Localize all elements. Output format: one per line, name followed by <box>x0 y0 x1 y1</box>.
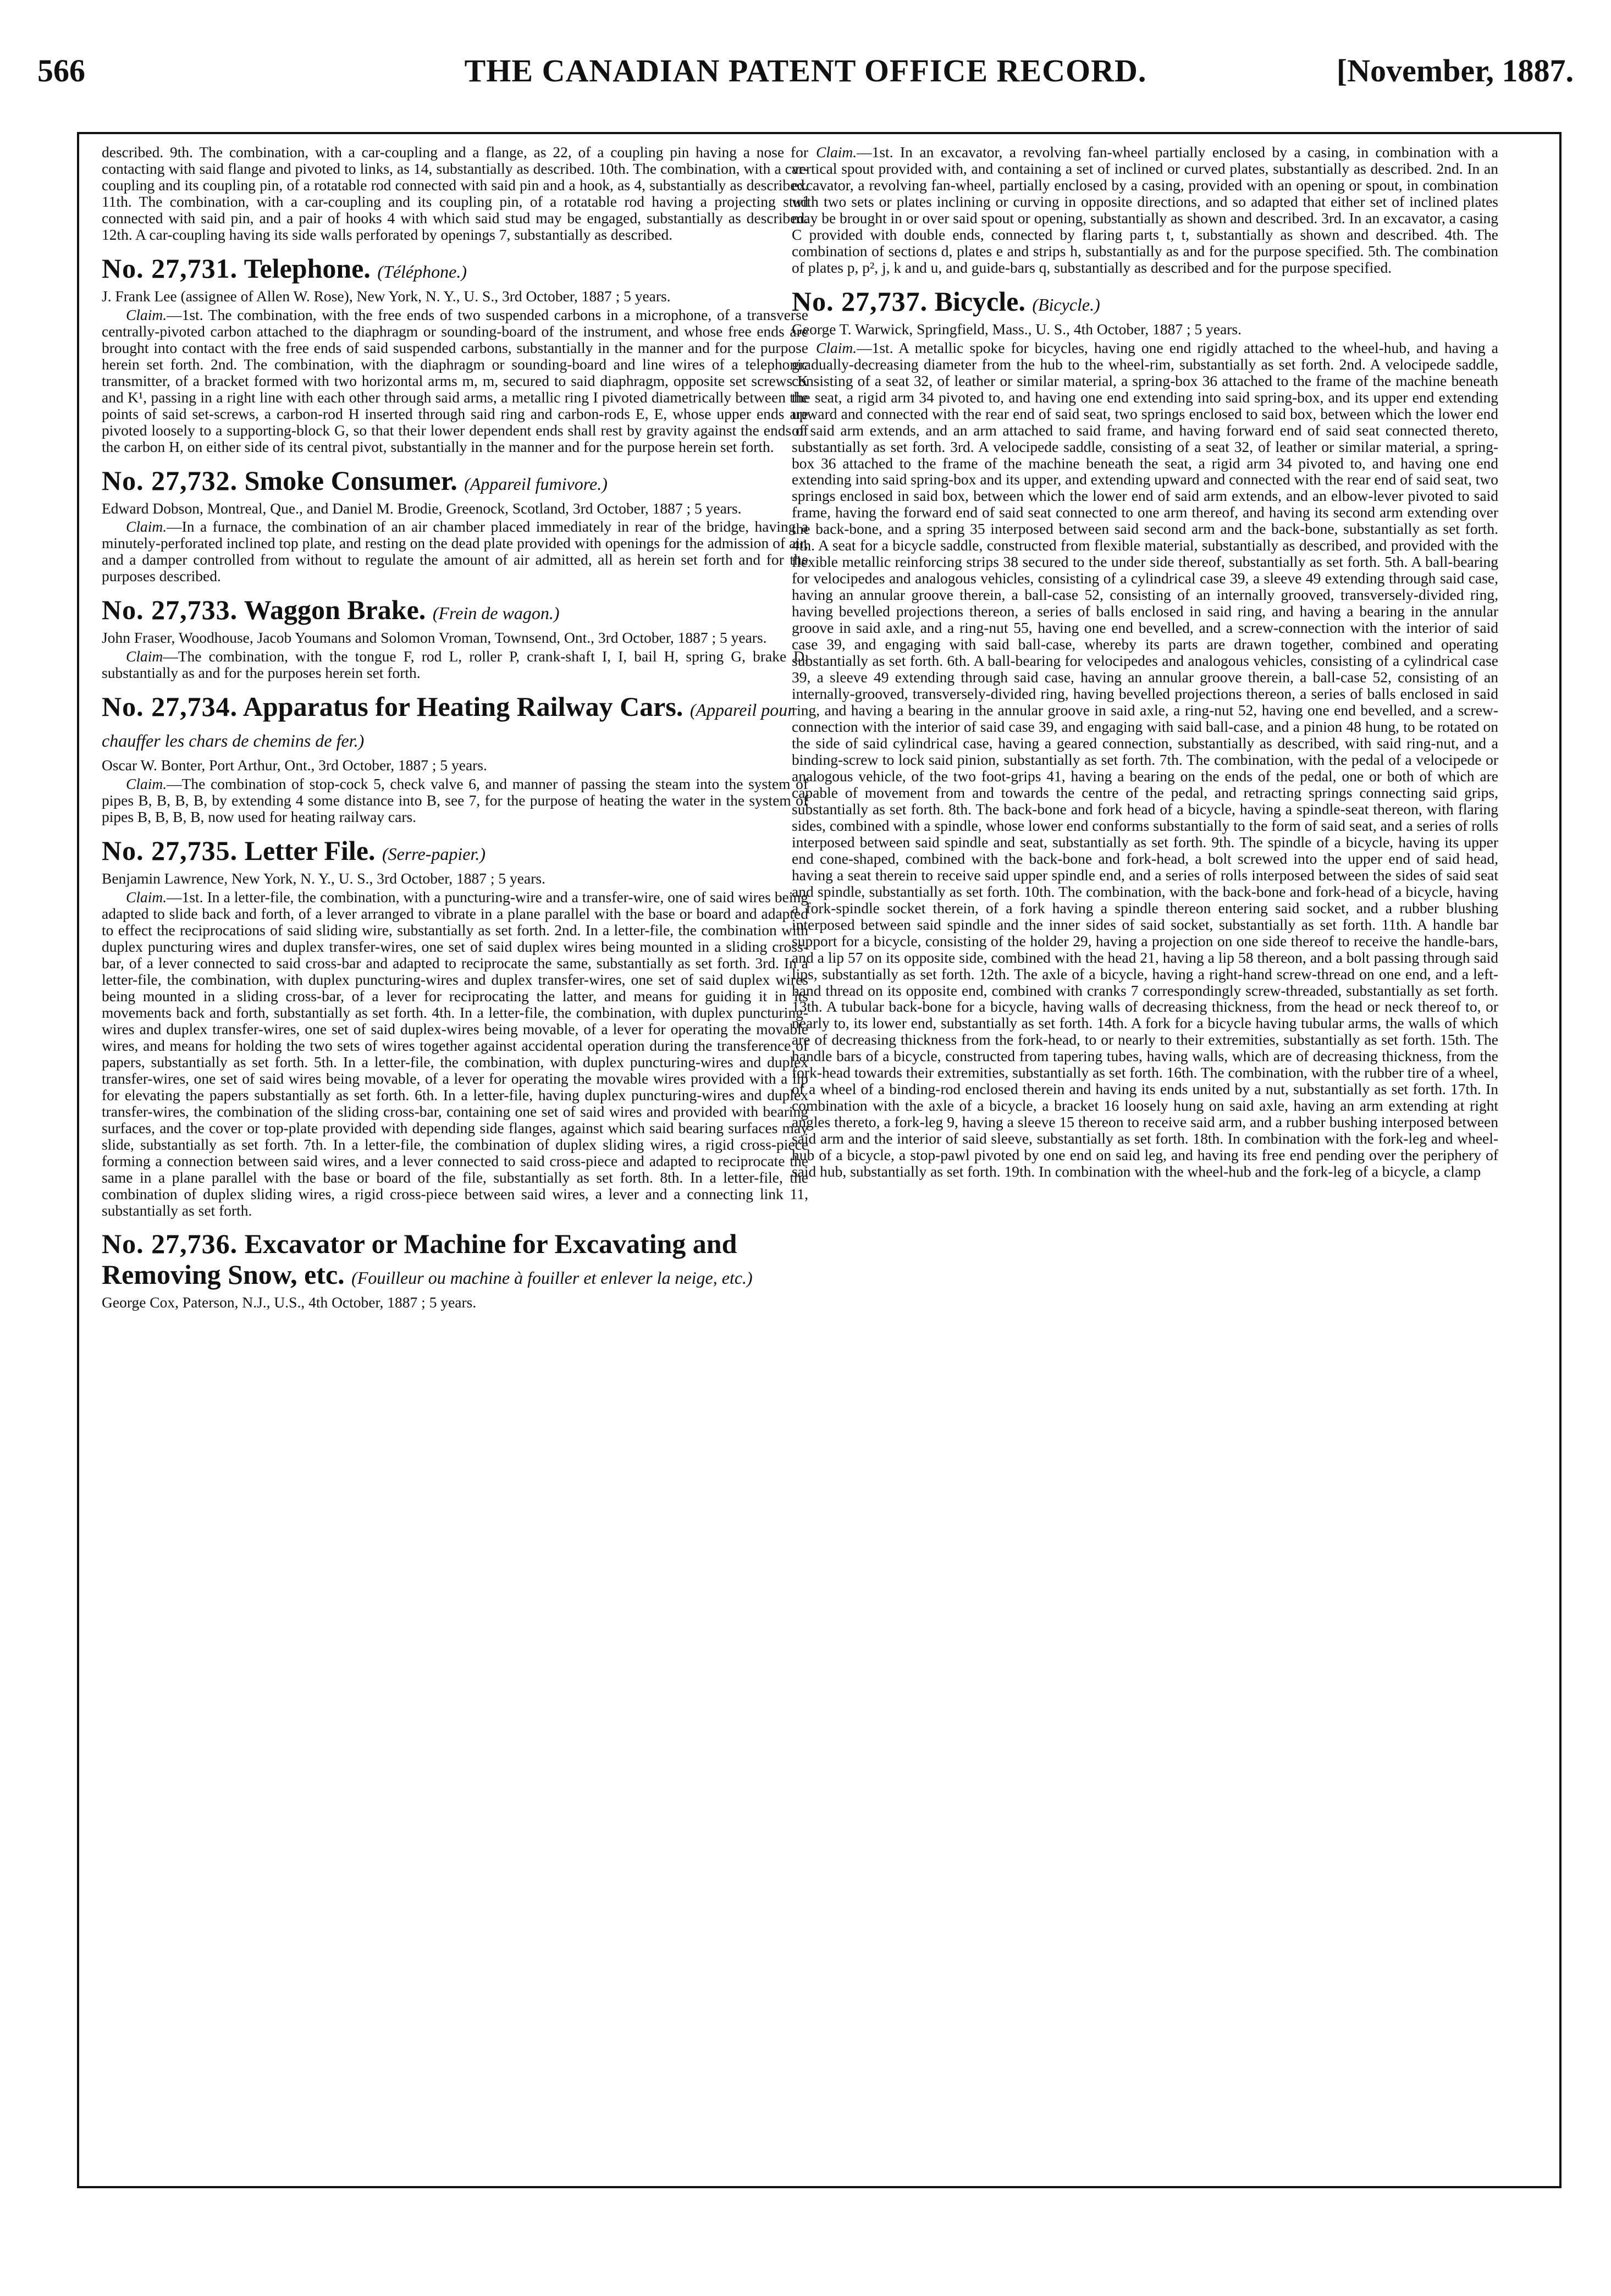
claim-body: —1st. In a letter-file, the combination, with a puncturing-wire and a transfer-wire, one of said wires being adapted to slide back and forth, of a lever arranged to vibrate in a plane parallel with the base or board and adapted to effect the reciprocations of said sliding wire, substantially as set forth. 2nd. In a letter-file, the combination with duplex puncturing wires and duplex transfer-wires, one set of said duplex wires being mounted in a sliding cross-bar, of a lever connected to said cross-bar and adapted to reciprocate the same, substantially as set forth. 3rd. In a letter-file, the combination, with duplex puncturing-wires and duplex transfer-wires, one set of said duplex wires being mounted in a sliding cross-bar, of a lever for reciprocating the latter, and means for guiding it in its movements back and forth, substantially as set forth. 4th. In a letter-file, the combination, with duplex puncturing-wires and duplex transfer-wires, one set of said duplex-wires being movable, of a lever for operating the movable wires, and means for holding the two sets of wires together against accidental operation during the transference of papers, substantially as set forth. 5th. In a letter-file, the combination, with duplex puncturing-wires and duplex transfer-wires, one set of said wires being movable, of a lever for operating the movable wires provided with a lip for elevating the papers substantially as set forth. 6th. In a letter-file, having duplex puncturing-wires and duplex transfer-wires, the combination of the sliding cross-bar, containing one set of said wires and provided with bearing surfaces, and the cover or top-plate provided with depending side flanges, against which said bearing surfaces may slide, substantially as set forth. 7th. In a letter-file, the combination of duplex sliding wires, a rigid cross-piece forming a connection between said wires, and a lever connected to said cross-piece and adapted to reciprocate the same in a plane parallel with the base or board of the file, substantially as set forth. 8th. In a letter-file, the combination of duplex sliding wires, a rigid cross-piece between said wires, a lever and a connecting link 11, substantially as set forth. <box>102 888 808 1219</box>
french-title: (Serre-papier.) <box>382 844 486 864</box>
claim-label: Claim. <box>126 306 167 323</box>
claim-text <box>102 518 808 584</box>
entry-heading <box>102 253 808 284</box>
french-title: (Appareil fumivore.) <box>464 473 608 494</box>
entry-heading <box>102 594 808 625</box>
applicant-line: Oscar W. Bonter, Port Arthur, Ont., 3rd October, 1887 ; 5 years. <box>102 757 487 774</box>
patent-entry-27736 <box>102 1228 808 1311</box>
patent-entry-27737 <box>792 286 1498 1180</box>
french-title: (Téléphone.) <box>377 261 467 282</box>
continued-claims-text: described. 9th. The combination, with a car-coupling and a flange, as 22, of a coupling pin having a nose for contacting with said flange and pivoted to links, as 14, substantially as described. 10th. The combination, with a car-coupling and its coupling pin, of a rotatable rod connected with said pin and a hook, as 4, substantially as described. 11th. The combination, with a car-coupling and its coupling pin, of a rotatable rod having a projecting stud connected with said pin, and a pair of hooks 4 with which said stud may be engaged, substantially as described. 12th. A car-coupling having its side walls perforated by openings 7, substantially as described. <box>102 144 808 243</box>
continued-claim-text <box>792 144 1498 276</box>
french-title: (Fouilleur ou machine à fouiller et enlever la neige, etc.) <box>351 1268 753 1288</box>
claim-body: —The combination of stop-cock 5, check valve 6, and manner of passing the steam into the system of pipes B, B, B, B, by extending 4 some distance into B, see 7, for the purpose of heating the water in the system of pipes B, B, B, B, now used for heating railway cars. <box>102 775 808 826</box>
entry-heading <box>102 691 808 753</box>
patent-number: No. 27,733. <box>102 594 238 626</box>
left-column <box>102 144 808 2178</box>
claim-body: —The combination, with the tongue F, rod L, roller P, crank-shaft I, I, bail H, spring G, brake D, substantially as and for the purposes herein set forth. <box>102 648 808 682</box>
patent-number: No. 27,731. <box>102 252 238 284</box>
claim-text <box>102 776 808 825</box>
patent-title: Smoke Consumer. <box>244 465 457 496</box>
patent-entry-27734 <box>102 691 808 825</box>
patent-title: Excavator or Machine for Excavating and Removing Snow, etc. <box>102 1228 737 1290</box>
patent-entry-27735 <box>102 835 808 1218</box>
running-header <box>37 52 1574 96</box>
claim-text <box>792 340 1498 1180</box>
applicant-line: John Fraser, Woodhouse, Jacob Youmans and Solomon Vroman, Townsend, Ont., 3rd October, 1887 ; 5 years. <box>102 629 767 647</box>
patent-title: Apparatus for Heating Railway Cars. <box>242 691 683 722</box>
patent-title: Telephone. <box>244 252 371 284</box>
french-title: (Bicycle.) <box>1032 294 1100 314</box>
patent-title: Letter File. <box>244 835 376 866</box>
issue-date: [November, 1887. <box>1336 53 1574 89</box>
patent-number: No. 27,737. <box>792 285 928 317</box>
patent-number: No. 27,734. <box>102 691 238 722</box>
patent-title: Bicycle. <box>934 285 1025 317</box>
claim-label: Claim <box>126 648 163 665</box>
patent-entry-27733 <box>102 594 808 681</box>
applicant-line: J. Frank Lee (assignee of Allen W. Rose), New York, N. Y., U. S., 3rd October, 1887 ; 5 years. <box>102 287 671 305</box>
patent-number: No. 27,735. <box>102 835 238 866</box>
claim-body: —1st. The combination, with the free ends of two suspended carbons in a microphone, of a transverse centrally-pivoted carbon attached to the diaphragm or sounding-board of the instrument, and whose free ends are brought into contact with the free ends of said suspended carbons, substantially in the manner and for the purpose herein set forth. 2nd. The combination, with the diaphragm or sounding-board and line wires of a telephonic transmitter, of a bracket formed with two horizontal arms m, m, secured to said diaphragm, opposite set screws K and K¹, passing in a right line with each other through said arms, a metallic ring I pivoted diametrically between the points of said set-screws, a carbon-rod H inserted through said ring and carbon-rods E, E, whose upper ends are pivoted loosely to a supporting-block G, so that their lower dependent ends shall rest by gravity against the ends of the carbon H, on either side of its central pivot, substantially in the manner and for the purpose herein set forth. <box>102 306 808 455</box>
entry-heading <box>102 1228 808 1290</box>
applicant-line: George Cox, Paterson, N.J., U.S., 4th October, 1887 ; 5 years. <box>102 1294 477 1311</box>
patent-entry-27731 <box>102 253 808 455</box>
claim-label: Claim. <box>126 518 167 536</box>
claim-label: Claim. <box>126 888 167 906</box>
applicant-line: Edward Dobson, Montreal, Que., and Daniel M. Brodie, Greenock, Scotland, 3rd October, 1887 ; 5 years. <box>102 499 742 517</box>
claim-text <box>102 889 808 1218</box>
claim-label: Claim. <box>126 775 167 793</box>
patent-title: Waggon Brake. <box>244 594 426 626</box>
claim-body: —1st. In an excavator, a revolving fan-wheel partially enclosed by a casing, in combination with a vertical spout provided with, and containing a set of inclined or curved plates, substantially as described. 2nd. In an excavator, a revolving fan-wheel, partially enclosed by a casing, provided with an opening or spout, in combination with two sets or plates inclining or curving in opposite directions, and so adapted that either set of inclined plates may be brought in or over said spout or opening, substantially as shown and described. 3rd. In an excavator, a casing C provided with double ends, connected by flaring parts t, t, substantially as shown and described. 4th. The combination of sections d, plates e and strips h, substantially as and for the purpose specified. 5th. The combination of plates p, p², j, k and u, and guide-bars q, substantially as described and for the purpose specified. <box>792 144 1498 276</box>
french-title: (Appareil pour chauffer les chars de chemins de fer.) <box>102 700 795 751</box>
entry-heading <box>102 465 808 496</box>
journal-title: THE CANADIAN PATENT OFFICE RECORD. <box>464 53 1147 89</box>
patent-entry-27732 <box>102 465 808 585</box>
claim-text <box>102 648 808 681</box>
right-column <box>792 144 1498 2178</box>
claim-label: Claim. <box>816 144 857 161</box>
entry-heading <box>102 835 808 866</box>
french-title: (Frein de wagon.) <box>432 603 560 623</box>
claim-body: —1st. A metallic spoke for bicycles, having one end rigidly attached to the wheel-hub, and having a gradually-decreasing diameter from the hub to the wheel-rim, substantially as set forth. 2nd. A velocipede saddle, consisting of a seat 32, of leather or similar material, a spring-box 36 attached to the frame of the machine beneath the seat, a rigid arm 34 pivoted to, and having one end extending into said spring-box, and its upper end extending upward and connected with the rear end of said seat, two springs enclosed to said box, between which the lower end of said arm extends, and an arm attached to said frame, and having forward end of said seat connected thereto, substantially as set forth. 3rd. A velocipede saddle, consisting of a seat 32, of leather or similar material, a spring-box 36 attached to the frame of the machine beneath the seat, a rigid arm 34 pivoted to, and having one end extending into said spring-box and its upper, and extending upward and connected with the rear end of said seat, two springs enclosed in said box, between which the lower end of said arm extends, and an elbow-lever pivoted to said frame, having the forward end of said seat connected to one arm thereof, and having its second arm extending over the back-bone, and a spring 35 interposed between said second arm and the back-bone, substantially as set forth. 4th. A seat for a bicycle saddle, constructed from flexible material, substantially as described, and provided with the flexible metallic reinforcing strips 38 secured to the under side thereof, substantially as set forth. 5th. A ball-bearing for velocipedes and analogous vehicles, consisting of a cylindrical case 39, a sleeve 49 extending through said case, having an annular groove therein, a ball-case 52, consisting of an internally grooved, transversely-divided ring, having bevelled projections thereon, a series of balls enclosed in said ring, and having a bearing in the annular groove in said axle, and a ring-nut 55, having one end bevelled, and a screw-connection with the interior of said case 39, and engaging with said ball-case, whereby its parts are drawn together, combined and operating substantially as set forth. 6th. A ball-bearing for velocipedes and analogous vehicles, consisting of a cylindrical case 39, a sleeve 49 extending through said case, having an annular groove therein, a ball-case 52, consisting of an internally-grooved, transversely-divided ring, having bevelled projections thereon, a series of balls enclosed in said ring, and having a bearing in the annular groove in said axle, a ring-nut 52, having one end bevelled, and a screw-connection with the interior of said case 39, and engaging with said ball-case, and a pinion 48 hung, to be rotated on the side of said cylindrical case, having a geared connection, substantially as described, with said ring-nut, and a binding-screw to lock said pinion, substantially as set forth. 7th. The combination, with the pedal of a velocipede or analogous vehicle, of the two foot-grips 41, having a bearing on the ends of the pedal, one or both of which are capable of movement from and towards the centre of the pedal, and retracting springs connecting said grips, substantially as set forth. 8th. The back-bone and fork head of a bicycle, having a spindle-seat thereon, with flaring sides, combined with a spindle, whose lower end conforms substantially to the form of said seat, and a series of rolls interposed between said spindle and seat, substantially as set forth. 9th. The spindle of a bicycle, having its upper end cone-shaped, combined with the back-bone and fork-head, a bolt screwed into the upper end of said head, having a seat therein to receive said upper spindle end, and a series of rolls interposed between the sides of said seat and spindle, substantially as set forth. 10th. The combination, with the back-bone and fork-head of a bicycle, having a fork-spindle socket therein, of a fork having a spindle thereon entering said socket, and a rubber blushing interposed between said spindle and the inner sides of said socket, substantially as set forth. 11th. A handle bar support for a bicycle, consisting of the holder 29, having a projection on one side thereof to receive the handle-bars, and a lip 57 on its opposite side, combined with the head 21, having a lip 58 thereon, and a bolt passing through said lips, substantially as set forth. 12th. The axle of a bicycle, having a right-hand screw-thread on one end, and a left-hand thread on its opposite end, combined with cranks 7 correspondingly screw-threaded, substantially as set forth. 13th. A tubular back-bone for a bicycle, having walls of decreasing thickness, from the head or neck thereof to, or nearly to, its lower end, substantially as set forth. 14th. A fork for a bicycle having tubular arms, the walls of which are of decreasing thickness from the fork-head, to or nearly to their extremities, substantially as set forth. 15th. The handle bars of a bicycle, constructed from tapering tubes, having walls, which are of decreasing thickness, from the fork-head towards their extremities, substantially as set forth. 16th. The combination, with the rubber tire of a wheel, of a wheel of a binding-rod enclosed therein and having its ends united by a nut, substantially as set forth. 17th. In combination with the axle of a bicycle, a bracket 16 loosely hung on said axle, having an arm extending at right angles thereto, a fork-leg 9, having a sleeve 15 thereon to receive said arm, and a rubber bushing interposed between said arm and the interior of said sleeve, substantially as set forth. 18th. In combination with the fork-leg and wheel-hub of a bicycle, a stop-pawl pivoted by one end on said leg, and having its free end pending over the periphery of said hub, substantially as set forth. 19th. In combination with the wheel-hub and the fork-leg of a bicycle, a clamp <box>792 339 1498 1180</box>
applicant-line: George T. Warwick, Springfield, Mass., U. S., 4th October, 1887 ; 5 years. <box>792 320 1242 338</box>
page-number: 566 <box>37 53 85 89</box>
claim-label: Claim. <box>816 339 857 356</box>
patent-number: No. 27,732. <box>102 465 238 496</box>
patent-number: No. 27,736. <box>102 1228 238 1260</box>
entry-heading <box>792 286 1498 317</box>
applicant-line: Benjamin Lawrence, New York, N. Y., U. S., 3rd October, 1887 ; 5 years. <box>102 870 545 887</box>
claim-text <box>102 307 808 455</box>
claim-body: —In a furnace, the combination of an air chamber placed immediately in rear of the bridge, having a minutely-perforated inclined top plate, and resting on the dead plate provided with openings for the admission of air, and a damper controlled from without to regulate the amount of air admitted, all as herein set forth and for the purposes described. <box>102 518 808 585</box>
